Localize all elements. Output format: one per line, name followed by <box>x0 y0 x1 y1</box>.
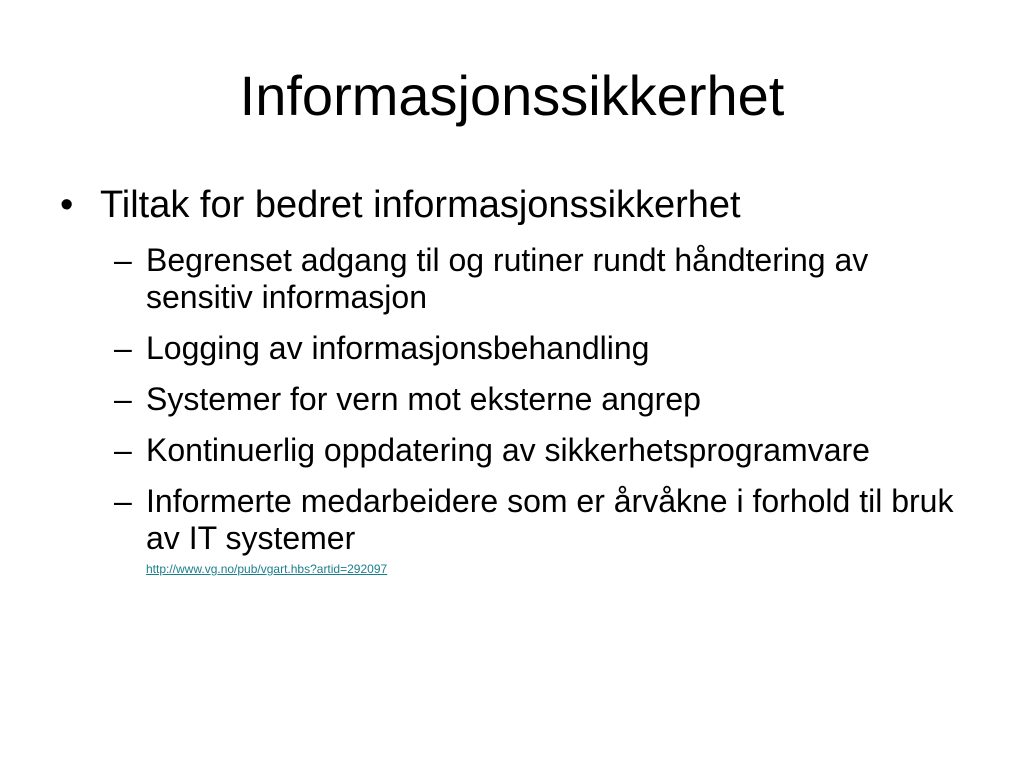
sub-bullet-text: Kontinuerlig oppdatering av sikkerhetsprogramvare <box>146 432 870 468</box>
dash-marker: – <box>114 432 132 468</box>
sub-bullet-text: Systemer for vern mot eksterne angrep <box>146 381 701 417</box>
bullet-marker: • <box>60 184 74 226</box>
main-bullet-point <box>60 182 960 228</box>
sub-bullet-list <box>60 242 960 577</box>
sub-bullet-item <box>60 242 960 316</box>
dash-marker: – <box>114 483 132 519</box>
sub-bullet-item <box>60 381 960 418</box>
sub-bullet-text: Informerte medarbeidere som er årvåkne i forhold til bruk av IT systemer <box>146 483 954 556</box>
sub-bullet-text: Begrenset adgang til og rutiner rundt håndtering av sensitiv informasjon <box>146 242 869 315</box>
sub-bullet-item <box>60 432 960 469</box>
sub-bullet-text: Logging av informasjonsbehandling <box>146 330 650 366</box>
slide-content <box>60 182 960 591</box>
slide-title: Informasjonssikkerhet <box>239 64 785 127</box>
sub-bullet-item <box>60 483 960 577</box>
source-link[interactable]: http://www.vg.no/pub/vgart.hbs?artid=292097 <box>146 562 388 576</box>
dash-marker: – <box>114 381 132 417</box>
dash-marker: – <box>114 330 132 366</box>
sub-bullet-item <box>60 330 960 367</box>
dash-marker: – <box>114 242 132 278</box>
main-bullet-text: Tiltak for bedret informasjonssikkerhet <box>100 184 741 226</box>
